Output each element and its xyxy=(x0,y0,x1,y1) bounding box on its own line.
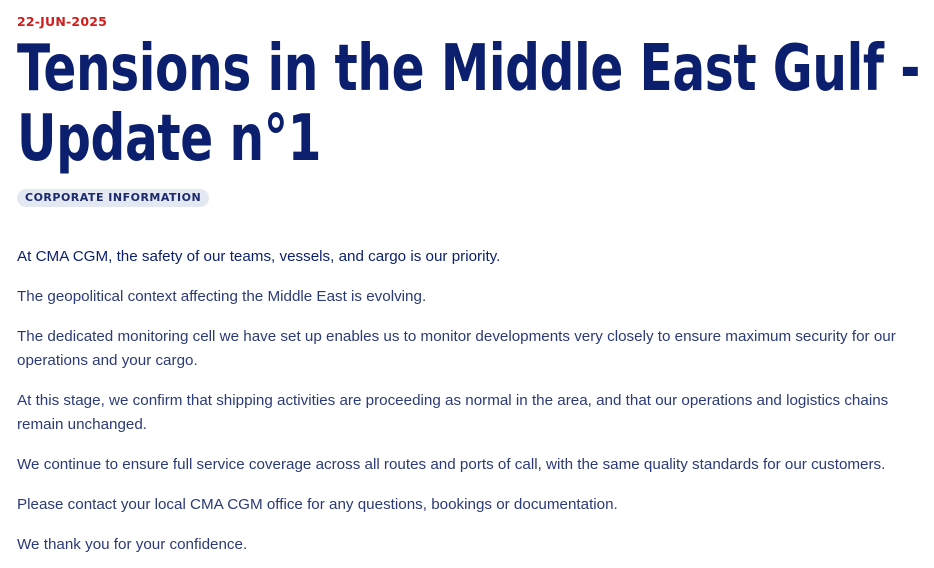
article-body xyxy=(17,245,934,568)
article-paragraph: The dedicated monitoring cell we have set up enables us to monitor developments very closely to ensure maximum security for our operations and your cargo. xyxy=(17,328,896,369)
article-paragraph: Please contact your local CMA CGM office for any questions, bookings or documentation. xyxy=(17,496,618,513)
article-paragraph-lead: At CMA CGM, the safety of our teams, vessels, and cargo is our priority. xyxy=(17,248,501,265)
article-paragraph: We continue to ensure full service coverage across all routes and ports of call, with the same quality standards for our customers. xyxy=(17,456,886,473)
article-paragraph: At this stage, we confirm that shipping activities are proceeding as normal in the area, and that our operations and logistics chains remain unchanged. xyxy=(17,392,889,433)
category-tag[interactable]: CORPORATE INFORMATION xyxy=(17,189,209,207)
article-paragraph: The geopolitical context affecting the Middle East is evolving. xyxy=(17,288,427,305)
article-title-line-2: Update n°1 xyxy=(17,102,322,176)
article-title xyxy=(17,32,920,176)
article-paragraph: We thank you for your confidence. xyxy=(17,536,248,553)
article-title-line-1: Tensions in the Middle East Gulf - xyxy=(17,32,920,106)
article-date: 22-JUN-2025 xyxy=(17,14,108,29)
